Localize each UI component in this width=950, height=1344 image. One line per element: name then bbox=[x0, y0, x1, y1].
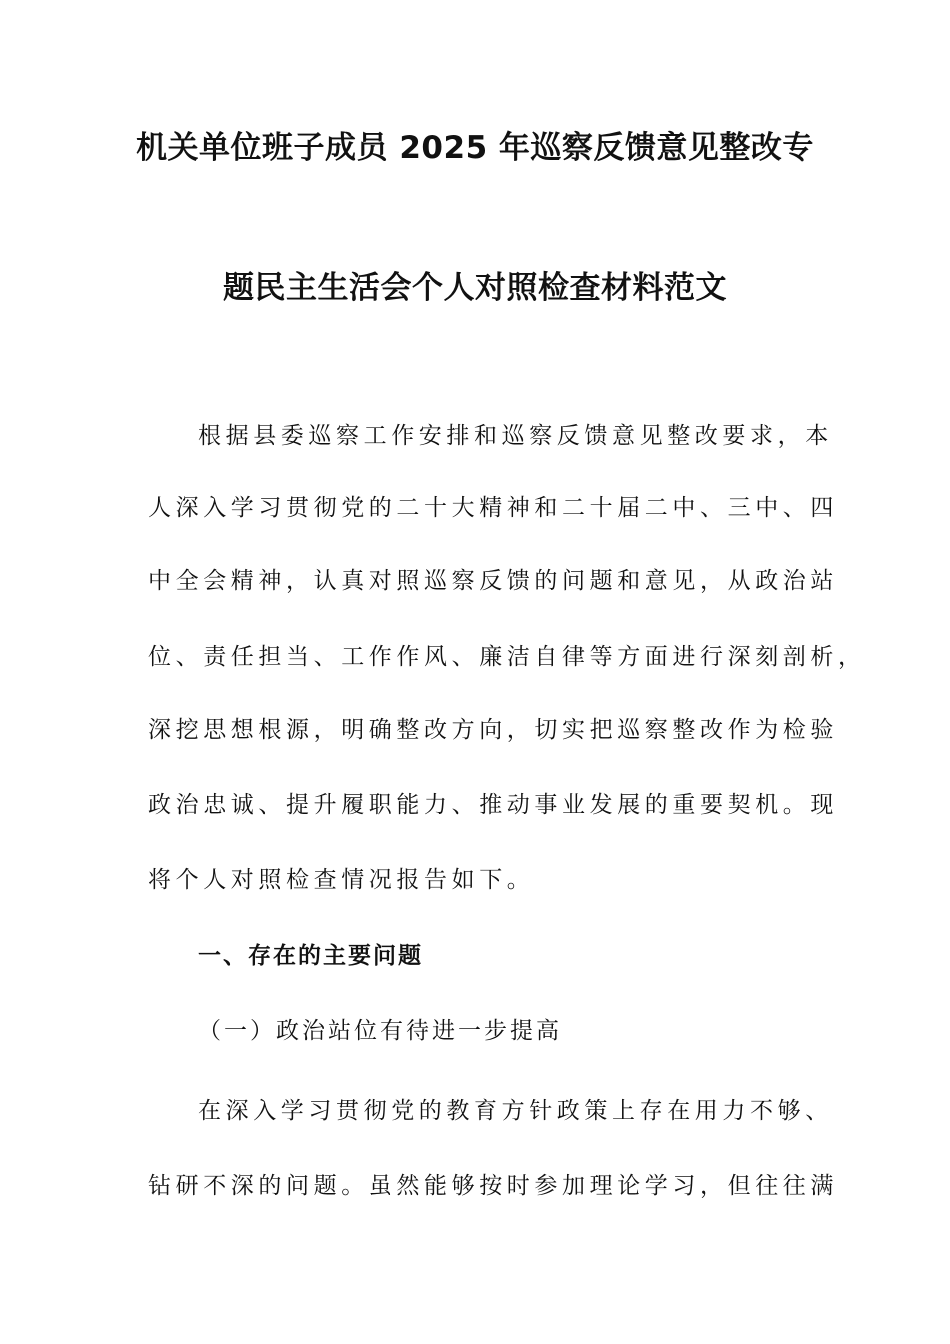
subsection-paragraph-line: 在深入学习贯彻党的教育方针政策上存在用力不够、 bbox=[198, 1098, 833, 1124]
subsection-heading: （一）政治站位有待进一步提高 bbox=[198, 1018, 562, 1044]
subsection-paragraph-line: 钻研不深的问题。虽然能够按时参加理论学习，但往往满 bbox=[148, 1173, 838, 1199]
intro-paragraph-line: 人深入学习贯彻党的二十大精神和二十届二中、三中、四 bbox=[148, 495, 838, 521]
intro-paragraph-line: 根据县委巡察工作安排和巡察反馈意见整改要求，本 bbox=[198, 423, 833, 449]
intro-paragraph-line: 政治忠诚、提升履职能力、推动事业发展的重要契机。现 bbox=[148, 792, 838, 818]
intro-paragraph-line: 位、责任担当、工作作风、廉洁自律等方面进行深刻剖析， bbox=[148, 644, 866, 670]
document-title-line-2: 题民主生活会个人对照检查材料范文 bbox=[223, 270, 727, 306]
document-title-line-1: 机关单位班子成员 2025 年巡察反馈意见整改专 bbox=[136, 130, 814, 166]
intro-paragraph-line: 将个人对照检查情况报告如下。 bbox=[148, 867, 535, 893]
section-heading: 一、存在的主要问题 bbox=[198, 943, 423, 969]
intro-paragraph-line: 深挖思想根源，明确整改方向，切实把巡察整改作为检验 bbox=[148, 717, 838, 743]
intro-paragraph-line: 中全会精神，认真对照巡察反馈的问题和意见，从政治站 bbox=[148, 568, 838, 594]
